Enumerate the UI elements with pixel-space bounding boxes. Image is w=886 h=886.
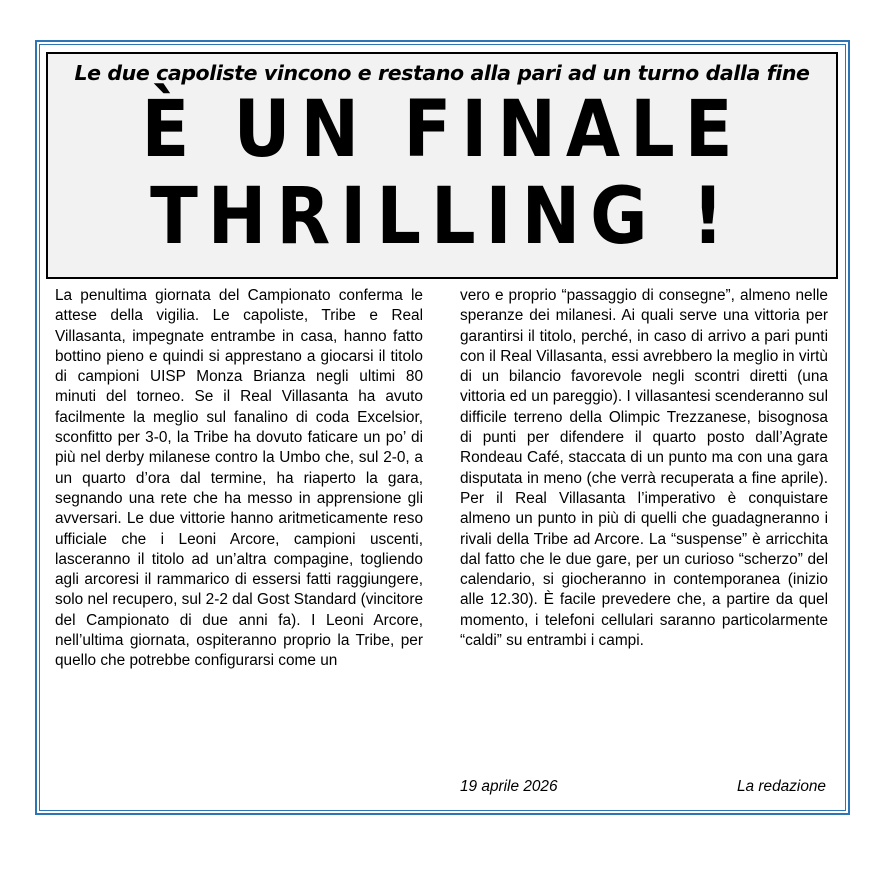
article-date: 19 aprile 2026 <box>460 778 558 795</box>
headline-line-2: THRILLING ! <box>150 170 734 263</box>
article-column-right: vero e proprio “passaggio di consegne”, almeno nelle speranze dei milanesi. Ai quali serve una vittoria per garantirsi il titolo, perché, in caso di arrivo a pari punti con il Real Villasanta, essi avrebbero la meglio in virtù di un bilancio favorevole negli scontri diretti (una vittoria ed un pareggio). I villasantesi scenderanno sul difficile terreno della Olimpic Trezzanese, bisognosa di punti per difendere il quarto posto dall’Agrate Rondeau Café, staccata di un punto ma con una gara disputata in meno (che verrà recuperata a fine aprile). Per il Real Villasanta l’imperativo è conquistare almeno un punto in più di quelli che guadagneranno i rivali della Tribe ad Arcore. La “suspense” è arricchita dal fatto che le due gare, per un curioso “scherzo” del calendario, si giocheranno in contemporanea (inizio alle 12.30). È facile prevedere che, a partire da quel momento, i telefoni cellulari saranno particolarmente “caldi” su entrambi i campi. <box>460 287 828 650</box>
headline-line-1: È UN FINALE <box>141 83 743 176</box>
subtitle: Le due capoliste vincono e restano alla pari ad un turno dalla fine <box>74 61 810 85</box>
article-author: La redazione <box>737 778 826 795</box>
article-column-left: La penultima giornata del Campionato conferma le attese della vigilia. Le capoliste, Tribe e Real Villasanta, impegnate entrambe in casa, hanno fatto bottino pieno e quindi si apprestano a giocarsi il titolo di campioni UISP Monza Brianza negli ultimi 80 minuti del torneo. Se il Real Villasanta ha avuto facilmente la meglio sul fanalino di coda Excelsior, sconfitto per 3-0, la Tribe ha dovuto faticare un po’ di più nel derby milanese contro la Umbo che, sul 2-0, a un quarto d’ora dal termine, ha riaperto la gara, segnando una rete che ha messo in apprensione gli avversari. Le due vittorie hanno aritmeticamente reso ufficiale che i Leoni Arcore, campioni uscenti, lasceranno il titolo ad un’altra compagine, togliendo agli arcoresi il rammarico di essersi fatti raggiungere, solo nel recupero, sul 2-2 dal Gost Standard (vincitore del Campionato di due anni fa). I Leoni Arcore, nell’ultima giornata, ospiteranno proprio la Tribe, per quello che potrebbe configurarsi come un <box>55 287 423 670</box>
header-box <box>46 52 838 279</box>
